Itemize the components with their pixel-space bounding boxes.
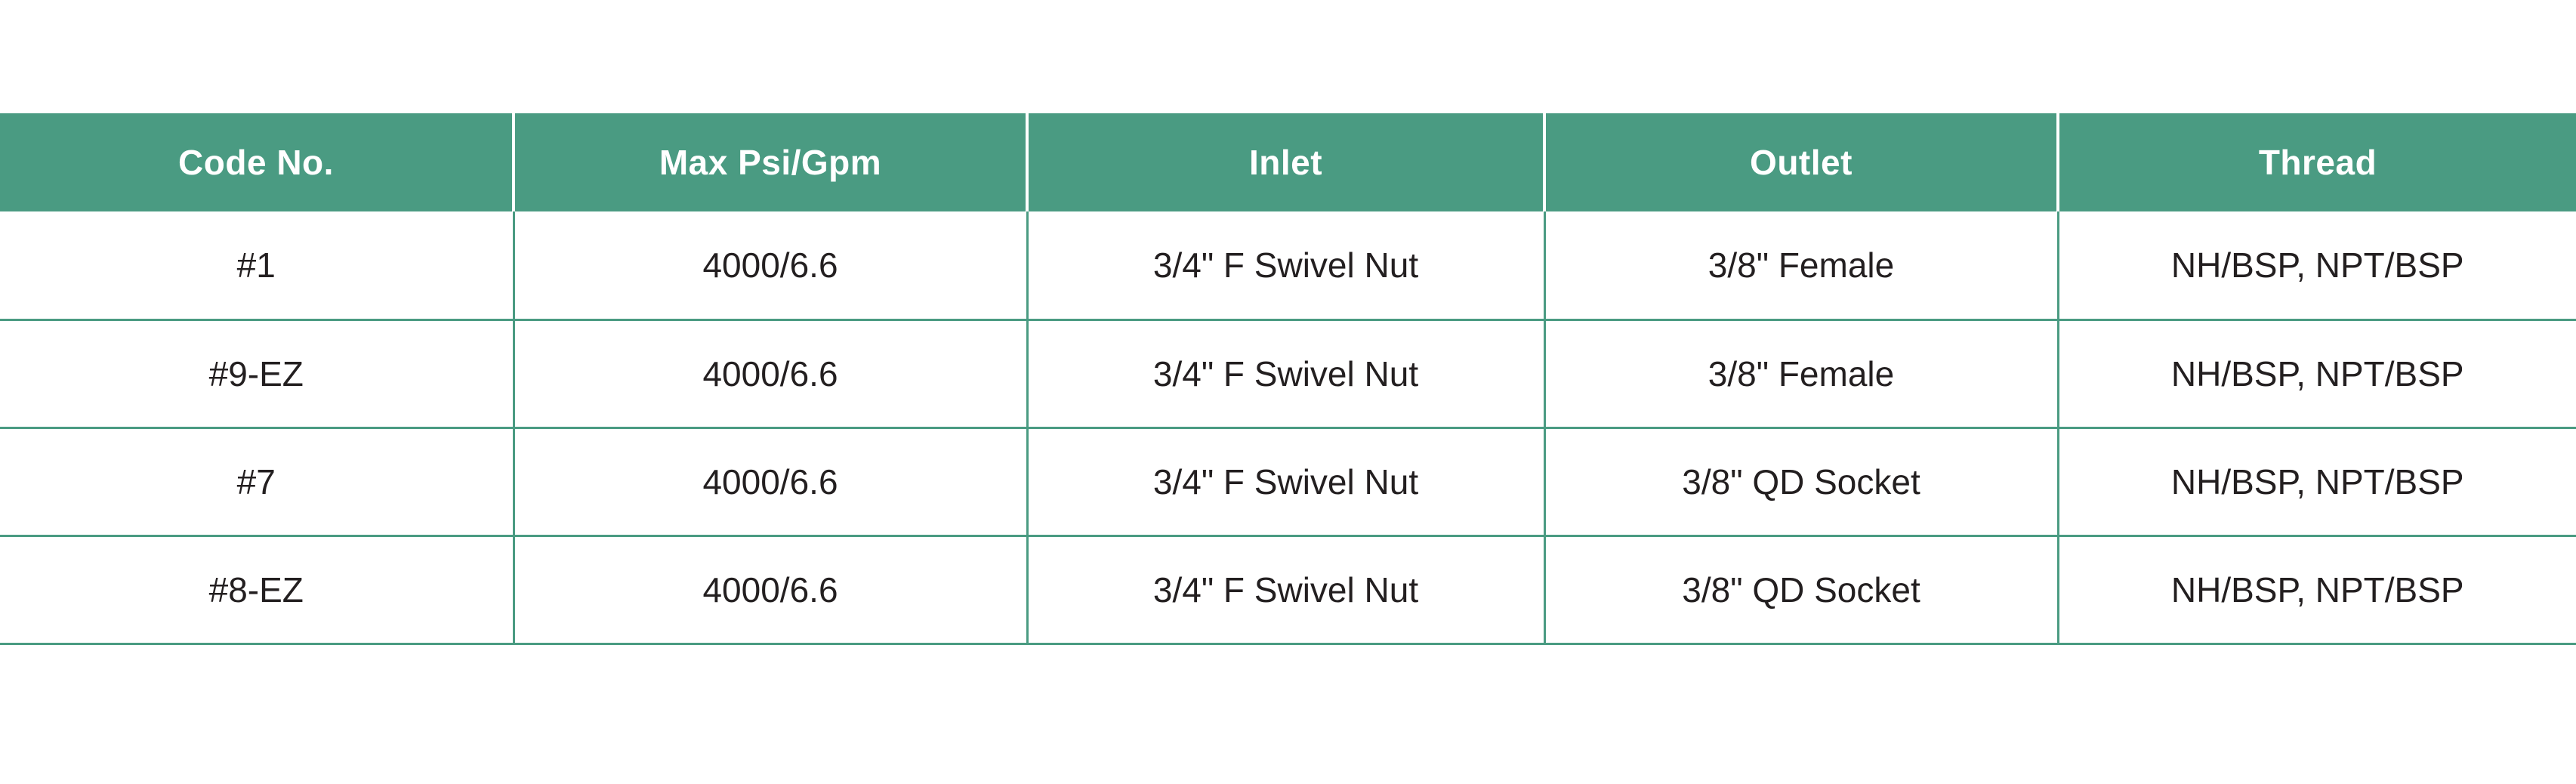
cell-inlet: 3/4" F Swivel Nut (1027, 427, 1544, 536)
cell-inlet: 3/4" F Swivel Nut (1027, 536, 1544, 644)
column-header-max-psi-gpm: Max Psi/Gpm (514, 113, 1027, 211)
cell-thread: NH/BSP, NPT/BSP (2058, 211, 2576, 319)
cell-outlet: 3/8" QD Socket (1544, 536, 2058, 644)
cell-code-no: #7 (0, 427, 514, 536)
table-row (0, 427, 2576, 536)
column-header-inlet: Inlet (1027, 113, 1544, 211)
cell-inlet: 3/4" F Swivel Nut (1027, 211, 1544, 319)
cell-max-psi-gpm: 4000/6.6 (514, 427, 1027, 536)
column-header-outlet: Outlet (1544, 113, 2058, 211)
cell-inlet: 3/4" F Swivel Nut (1027, 319, 1544, 427)
specifications-table-wrapper (0, 113, 2576, 645)
cell-thread: NH/BSP, NPT/BSP (2058, 319, 2576, 427)
table-row (0, 536, 2576, 644)
cell-outlet: 3/8" QD Socket (1544, 427, 2058, 536)
cell-outlet: 3/8" Female (1544, 319, 2058, 427)
table-row (0, 319, 2576, 427)
cell-thread: NH/BSP, NPT/BSP (2058, 427, 2576, 536)
cell-thread: NH/BSP, NPT/BSP (2058, 536, 2576, 644)
cell-max-psi-gpm: 4000/6.6 (514, 211, 1027, 319)
table-header-row (0, 113, 2576, 211)
column-header-thread: Thread (2058, 113, 2576, 211)
table-row (0, 211, 2576, 319)
column-header-code-no: Code No. (0, 113, 514, 211)
table-body (0, 211, 2576, 644)
cell-max-psi-gpm: 4000/6.6 (514, 536, 1027, 644)
cell-outlet: 3/8" Female (1544, 211, 2058, 319)
cell-max-psi-gpm: 4000/6.6 (514, 319, 1027, 427)
table-header (0, 113, 2576, 211)
cell-code-no: #9-EZ (0, 319, 514, 427)
specifications-table (0, 113, 2576, 645)
cell-code-no: #8-EZ (0, 536, 514, 644)
cell-code-no: #1 (0, 211, 514, 319)
